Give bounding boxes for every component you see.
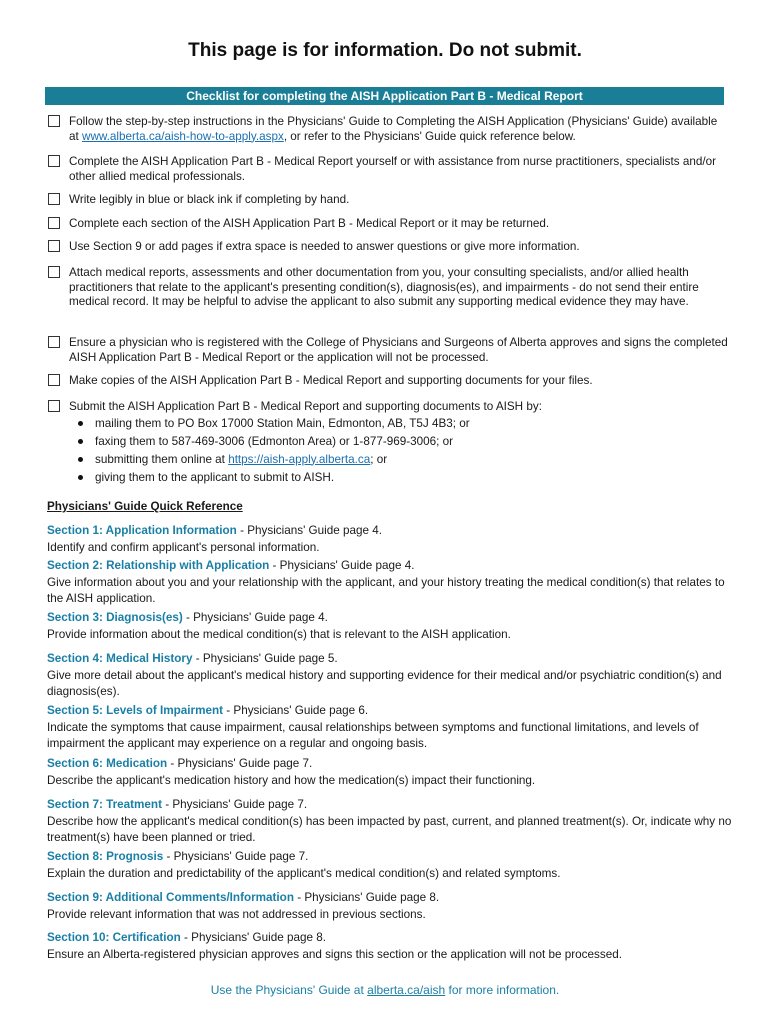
section-description: Describe the applicant's medication history and how the medication(s) impact their functioning. (47, 773, 536, 787)
section-description: Give more detail about the applicant's medical history and supporting evidence for their medical and/or psychiatric condition(s) and diagnosis(es). (47, 668, 722, 698)
section-page: - Physicians' Guide page 8. (180, 931, 326, 944)
footer-text: Use the Physicians' Guide at (210, 983, 368, 997)
checklist-item (48, 155, 728, 184)
quick-reference-heading: Physicians' Guide Quick Reference (47, 500, 243, 513)
reference-section (47, 849, 737, 882)
checklist-item (48, 240, 728, 255)
section-page: - Physicians' Guide page 5. (192, 652, 338, 665)
reference-section (47, 797, 737, 847)
checklist-text: Make copies of the AISH Application Part B - Medical Report and supporting documents for your files. (69, 374, 593, 387)
reference-section (47, 756, 737, 789)
bullet-icon (78, 475, 83, 480)
section-description: Describe how the applicant's medical condition(s) has been impacted by past, current, and planned treatment(s). Or, indicate why no treatment(s) have been planned or tried. (47, 814, 732, 844)
list-item: faxing them to 587-469-3006 (Edmonton Area) or 1-877-969-3006; or (75, 435, 728, 450)
checkbox[interactable] (48, 193, 60, 205)
section-page: - Physicians' Guide page 7. (167, 757, 313, 770)
checklist-text: Follow the step-by-step instructions in the Physicians' Guide to Completing the AISH Application (Physicians' Guide) available at (69, 115, 718, 143)
section-description: Explain the duration and predictability of the applicant's medical condition(s) and related symptoms. (47, 866, 561, 880)
section-page: - Physicians' Guide page 4. (182, 611, 328, 624)
section-description: Provide relevant information that was not addressed in previous sections. (47, 907, 426, 921)
section-page: - Physicians' Guide page 7. (161, 798, 308, 811)
bullet-icon (78, 421, 83, 426)
section-title: Section 7: Treatment (47, 798, 162, 811)
checklist-text: Submit the AISH Application Part B - Medical Report and supporting documents to AISH by: (69, 400, 542, 413)
checkbox[interactable] (48, 266, 60, 278)
page-title: This page is for information. Do not submit. (188, 40, 582, 61)
reference-section (47, 651, 737, 701)
checklist-text: Use Section 9 or add pages if extra space is needed to answer questions or give more information. (69, 240, 580, 253)
section-title: Section 3: Diagnosis(es) (47, 611, 183, 624)
bullet-icon (78, 457, 83, 462)
section-title: Section 6: Medication (47, 757, 168, 770)
checkbox[interactable] (48, 374, 60, 386)
bullet-icon (78, 439, 83, 444)
section-title: Section 8: Prognosis (47, 850, 164, 863)
checklist-item (48, 266, 728, 310)
checklist-text: Complete the AISH Application Part B - Medical Report yourself or with assistance from nurse practitioners, specialists and/or other allied medical professionals. (69, 155, 716, 183)
checklist-text: Ensure a physician who is registered with the College of Physicians and Surgeons of Alberta approves and signs the completed AISH Application Part B - Medical Report or the application will not be processed. (69, 336, 728, 364)
checkbox[interactable] (48, 155, 60, 167)
list-item: submitting them online at https://aish-apply.alberta.ca; or (75, 453, 728, 468)
section-description: Identify and confirm applicant's personal information. (47, 540, 320, 554)
checkbox[interactable] (48, 336, 60, 348)
section-title: Section 9: Additional Comments/Information (47, 891, 294, 904)
checklist-item (48, 193, 728, 208)
checklist-text: Attach medical reports, assessments and other documentation from you, your consulting specialists, and/or allied health practitioners that relate to the applicant's presenting condition(s), diagnosis(es), and impairments - do not send their entire medical record. It may be helpful to advise the applicant to also submit any supporting medical evidence they may have. (69, 266, 699, 308)
footer-text: for more information. (445, 983, 560, 997)
section-page: - Physicians' Guide page 4. (236, 524, 382, 537)
section-page: - Physicians' Guide page 6. (223, 704, 369, 717)
checklist-item (48, 217, 728, 232)
reference-section (47, 890, 737, 923)
section-description: Indicate the symptoms that cause impairment, causal relationships between symptoms and functional limitations, and levels of impairment the applicant may experience on a regular and ongoing basis. (47, 720, 699, 750)
footer-note (0, 983, 770, 997)
section-title: Section 1: Application Information (47, 524, 237, 537)
checklist-banner: Checklist for completing the AISH Application Part B - Medical Report (45, 87, 724, 105)
section-title: Section 5: Levels of Impairment (47, 704, 224, 717)
checklist-item (48, 374, 728, 389)
checklist-item (48, 115, 728, 144)
section-page: - Physicians' Guide page 4. (269, 559, 415, 572)
checkbox[interactable] (48, 115, 60, 127)
list-item: mailing them to PO Box 17000 Station Main, Edmonton, AB, T5J 4B3; or (75, 417, 728, 432)
checklist-text: Complete each section of the AISH Application Part B - Medical Report or it may be returned. (69, 217, 550, 230)
aish-apply-link[interactable]: https://aish-apply.alberta.ca (228, 452, 371, 466)
checklist-item (48, 400, 728, 489)
section-title: Section 4: Medical History (47, 652, 193, 665)
checkbox[interactable] (48, 217, 60, 229)
reference-section (47, 930, 737, 963)
section-title: Section 2: Relationship with Application (47, 559, 270, 572)
section-title: Section 10: Certification (47, 931, 181, 944)
checklist-text: Write legibly in blue or black ink if completing by hand. (69, 193, 350, 206)
section-description: Give information about you and your relationship with the applicant, and your history treating the medical condition(s) that relates to the AISH application. (47, 575, 725, 605)
aish-how-to-apply-link[interactable]: www.alberta.ca/aish-how-to-apply.aspx (82, 129, 284, 143)
reference-section (47, 610, 737, 643)
reference-section (47, 558, 737, 608)
checkbox[interactable] (48, 400, 60, 412)
section-description: Ensure an Alberta-registered physician approves and signs this section or the application will not be processed. (47, 947, 622, 961)
alberta-aish-link[interactable]: alberta.ca/aish (367, 983, 446, 997)
checkbox[interactable] (48, 240, 60, 252)
list-item: giving them to the applicant to submit to AISH. (75, 471, 728, 486)
reference-section (47, 523, 737, 556)
section-page: - Physicians' Guide page 8. (293, 891, 440, 904)
checklist-item (48, 336, 728, 365)
submission-methods (48, 417, 728, 486)
section-description: Provide information about the medical condition(s) that is relevant to the AISH application. (47, 627, 511, 641)
section-page: - Physicians' Guide page 7. (163, 850, 309, 863)
reference-section (47, 703, 737, 753)
checklist-text: , or refer to the Physicians' Guide quick reference below. (283, 129, 576, 143)
